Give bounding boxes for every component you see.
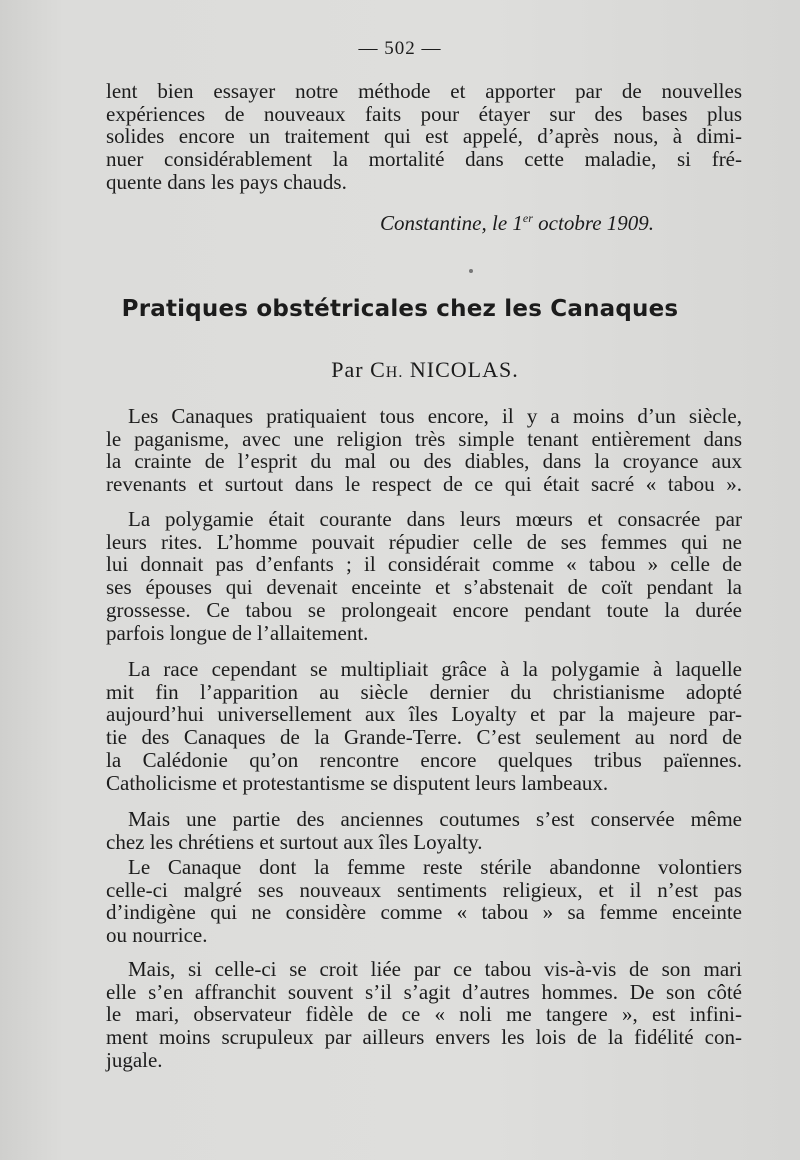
separator-dot — [469, 269, 473, 273]
byline-name: NICOLAS. — [403, 357, 519, 382]
body-paragraph — [106, 405, 742, 496]
body-paragraph — [106, 658, 742, 794]
text-line: solides encore un traitement qui est appelé, d’après nous, à dimi- — [106, 124, 742, 149]
text-line: le paganisme, avec une religion très simple tenant entièrement dans — [106, 426, 742, 451]
text-line: Catholicisme et protestantisme se disputent leurs lambeaux. — [106, 770, 609, 795]
text-line: nuer considérablement la mortalité dans cette maladie, si fré- — [106, 147, 742, 172]
text-line: Mais, si celle-ci se croit liée par ce tabou vis-à-vis de son mari — [128, 957, 742, 981]
text-line: La polygamie était courante dans leurs mœurs et consacrée par — [128, 507, 742, 531]
text-line: le mari, observateur fidèle de ce « noli me tangere », est infini- — [106, 1002, 742, 1027]
text-line: jugale. — [106, 1047, 163, 1072]
text-line: tie des Canaques de la Grande-Terre. C’est seulement au nord de — [106, 725, 742, 750]
text-line: la crainte de l’esprit du mal ou des diables, dans la croyance aux — [106, 449, 742, 474]
page-number: — 502 — — [358, 38, 442, 59]
signature-ordinal: er — [522, 211, 533, 225]
text-line: quente dans les pays chauds. — [106, 169, 347, 194]
text-line: grossesse. Ce tabou se prolongeait encore pendant toute la durée — [106, 597, 742, 622]
text-line: mit fin l’apparition au siècle dernier du christianisme adopté — [106, 679, 742, 704]
signature-rest: octobre 1909. — [532, 211, 655, 235]
text-line: elle s’en affranchit souvent s’il s’agit d’autres hommes. De son côté — [106, 979, 742, 1004]
article-byline — [0, 357, 800, 383]
text-line: ses épouses qui devenait enceinte et s’abstenait de coït pendant la — [106, 575, 742, 600]
signature-place-date: Constantine, le 1 — [380, 211, 523, 235]
text-line: la Calédonie qu’on rencontre encore quelques tribus païennes. — [106, 747, 742, 772]
intro-paragraph — [106, 80, 742, 194]
text-line: aujourd’hui universellement aux îles Loyalty et par la majeure par- — [106, 702, 742, 727]
text-line: lent bien essayer notre méthode et apporter par de nouvelles — [106, 79, 742, 103]
text-line: celle-ci malgré ses nouveaux sentiments religieux, et il n’est pas — [106, 877, 742, 902]
text-line: lui donnait pas d’enfants ; il considérait comme « tabou » celle de — [106, 552, 742, 577]
text-line: La race cependant se multipliait grâce à la polygamie à laquelle — [128, 657, 742, 681]
text-line: Les Canaques pratiquaient tous encore, il y a moins d’un siècle, — [128, 404, 742, 428]
text-line: revenants et surtout dans le respect de ce qui était sacré « tabou ». — [106, 472, 742, 497]
text-line: expériences de nouveaux faits pour étayer sur des bases plus — [106, 101, 742, 126]
body-paragraph — [106, 856, 742, 947]
text-line: ou nourrice. — [106, 923, 208, 948]
text-line: ment moins scrupuleux par ailleurs envers les lois de la fidélité con- — [106, 1025, 742, 1050]
text-line: Mais une partie des anciennes coutumes s’est conservée même — [128, 807, 742, 831]
signature-line — [380, 211, 706, 236]
article-title: Pratiques obstétricales chez les Canaques — [121, 296, 679, 322]
text-line: d’indigène qui ne considère comme « tabou » sa femme enceinte — [106, 900, 742, 925]
body-paragraph — [106, 808, 742, 853]
body-paragraph — [106, 958, 742, 1072]
text-line: leurs rites. L’homme pouvait répudier celle de ses femmes qui ne — [106, 529, 742, 554]
byline-prefix: Par C — [331, 357, 386, 382]
body-paragraph — [106, 508, 742, 644]
byline-initial-rest: H. — [385, 364, 404, 381]
text-line: parfois longue de l’allaitement. — [106, 620, 369, 645]
text-line: chez les chrétiens et surtout aux îles Loyalty. — [106, 829, 483, 854]
text-line: Le Canaque dont la femme reste stérile abandonne volontiers — [128, 855, 742, 879]
